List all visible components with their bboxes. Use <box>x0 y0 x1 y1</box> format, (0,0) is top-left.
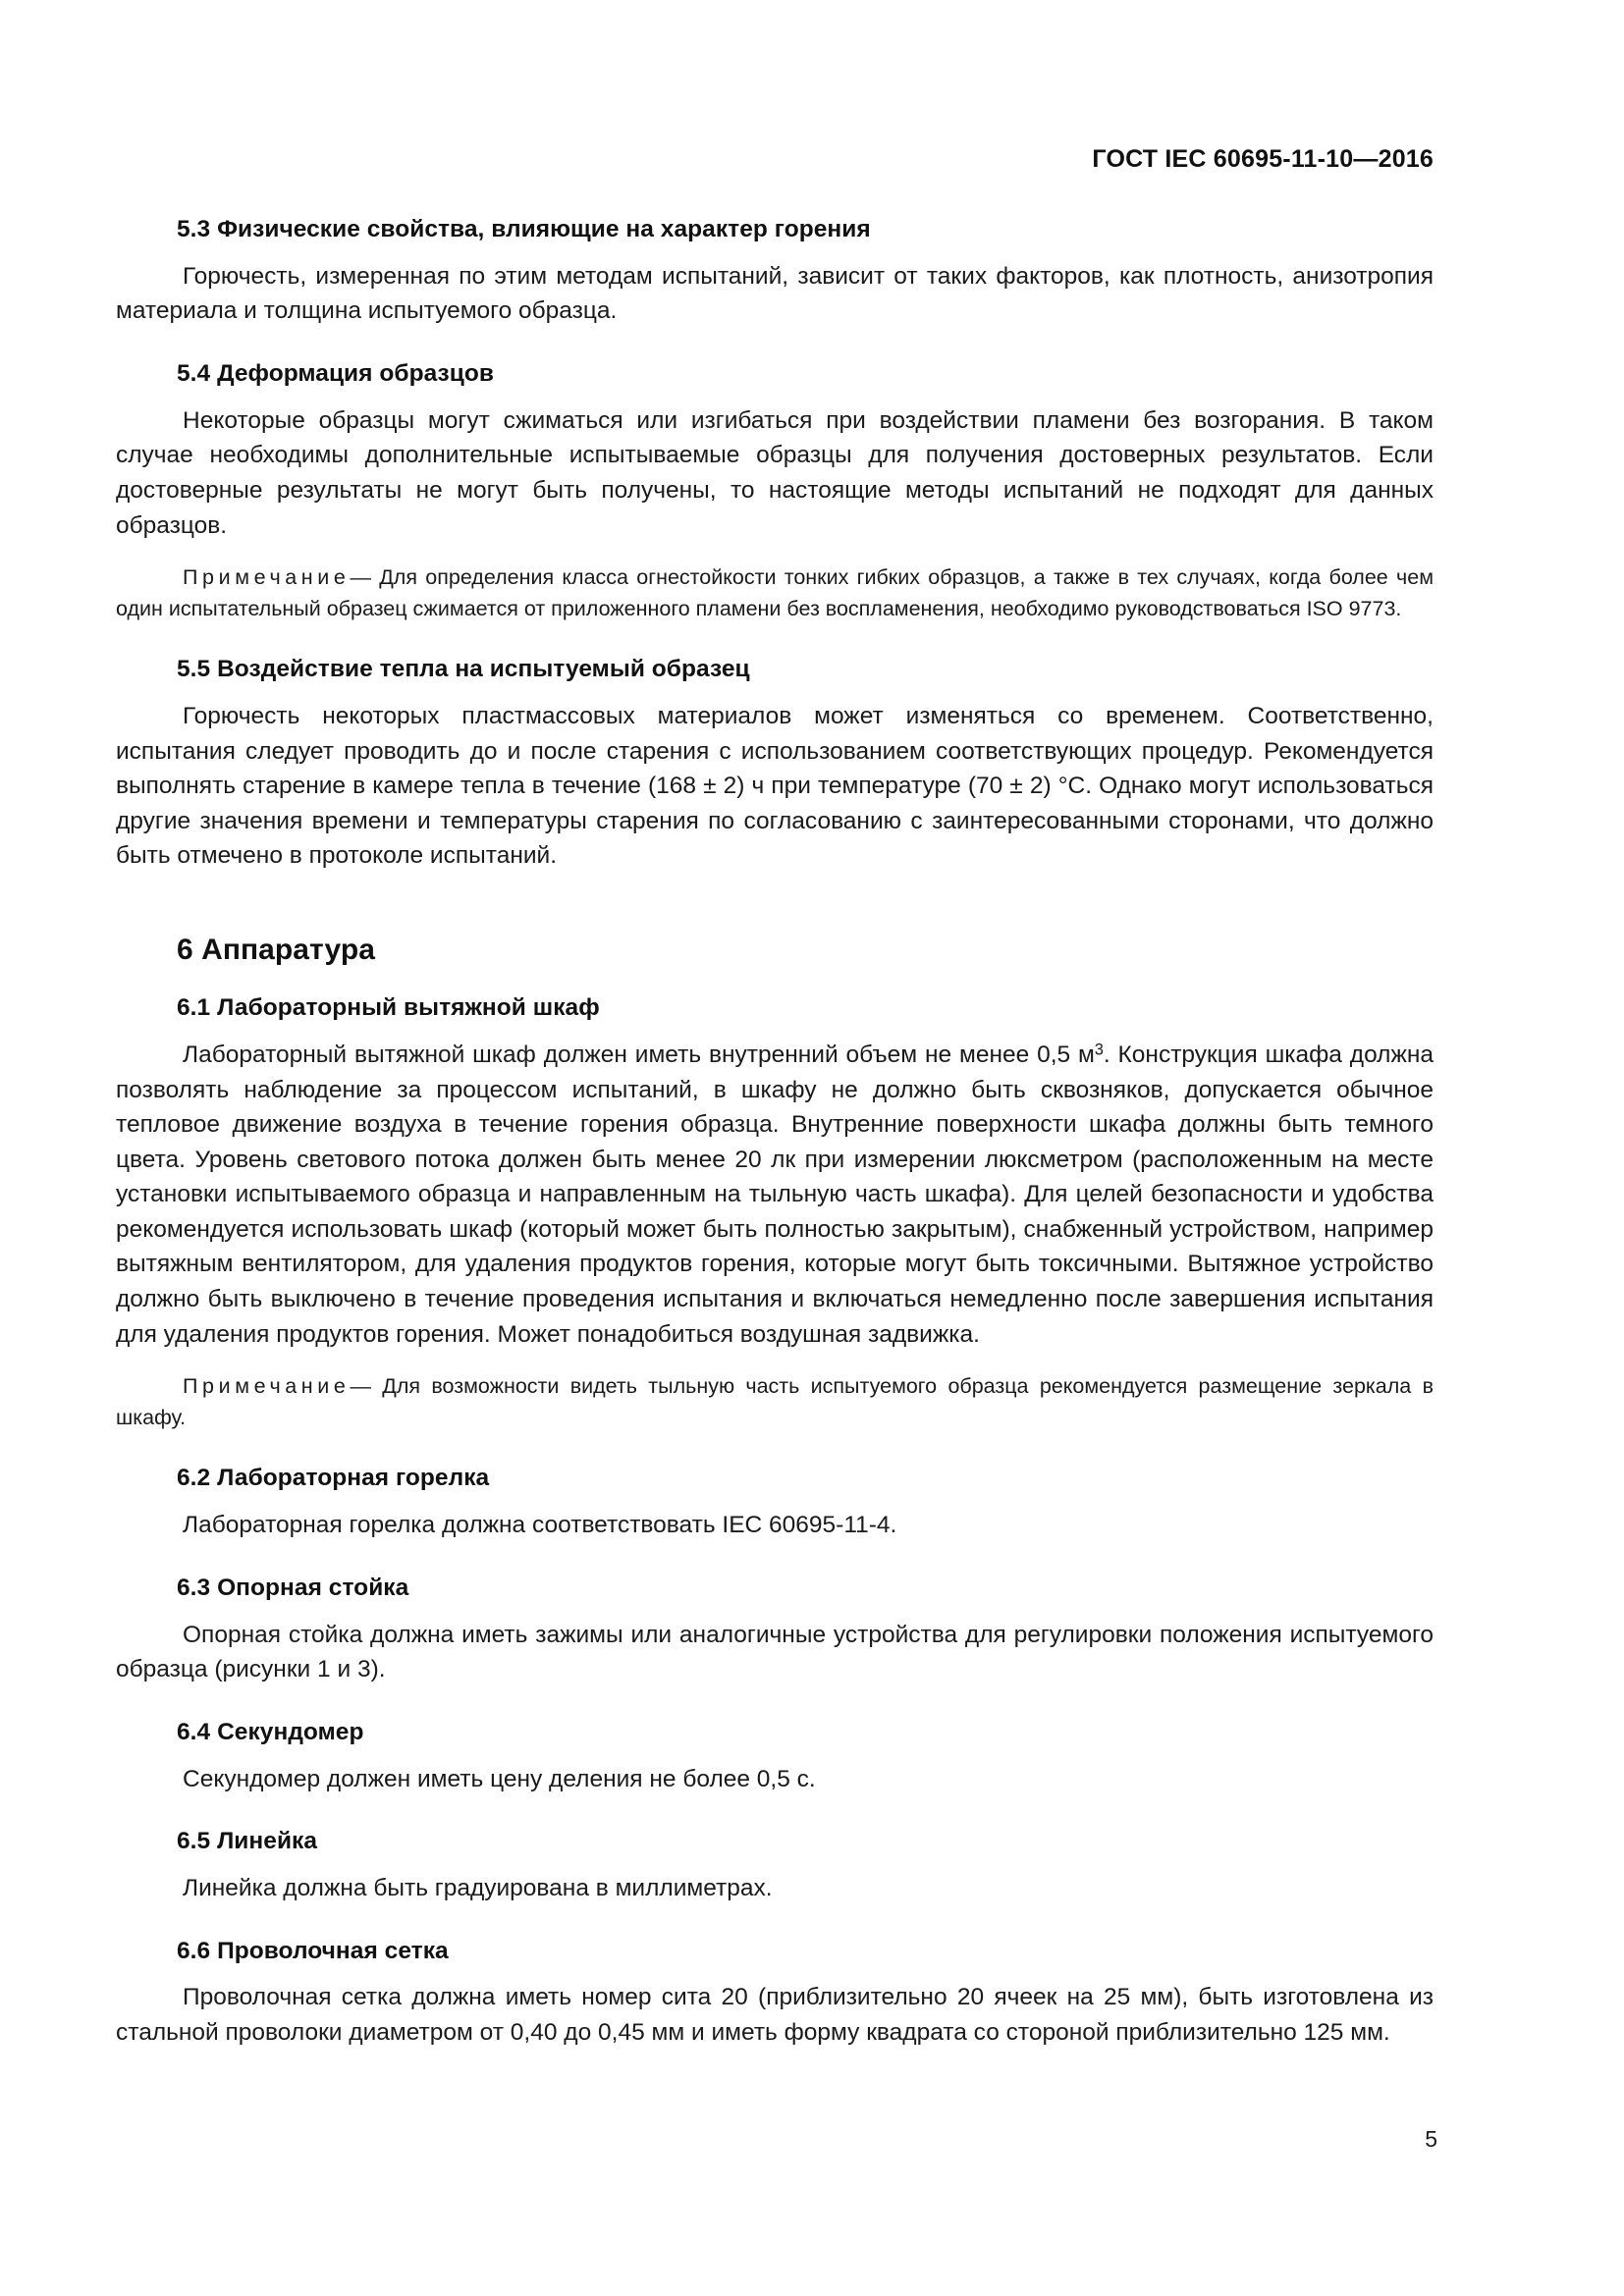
heading-6: 6 Аппаратура <box>177 934 375 967</box>
spacer <box>116 1796 1434 1826</box>
note-5-4 <box>116 562 1434 624</box>
paragraph-6-4: Секундомер должен иметь цену деления не более 0,5 с. <box>183 1765 816 1792</box>
note-text: Для возможности видеть тыльную часть испытуемого образца рекомендуется размещение зеркала в шкафу. <box>116 1374 1434 1429</box>
paragraph-6-3: Опорная стойка должна иметь зажимы или аналогичные устройства для регулировки положения испытуемого образца (рисунки 1 и 3). <box>116 1621 1434 1683</box>
page-number: 5 <box>1425 2126 1437 2152</box>
spacer <box>116 1433 1434 1463</box>
heading-5-5: 5.5 Воздействие тепла на испытуемый образец <box>177 656 750 683</box>
spacer <box>116 1966 1434 1980</box>
paragraph-6-6: Проволочная сетка должна иметь номер сита 20 (приблизительно 20 ячеек на 25 мм), быть изготовлена из стальной проволоки диаметром от 0,40 до 0,45 мм и иметь форму квадрата со стороной приблизительно 125 мм. <box>116 1984 1434 2047</box>
spacer <box>116 874 1434 931</box>
paragraph-6-1 <box>116 1038 1434 1352</box>
spacer <box>116 1687 1434 1717</box>
paragraph-5-3: Горючесть, измеренная по этим методам испытаний, зависит от таких факторов, как плотность, анизотропия материала и толщина испытуемого образца. <box>116 262 1434 325</box>
paragraph-6-1-part2: . Конструкция шкафа должна позволять наблюдение за процессом испытаний, в шкафу не должно быть сквозняков, допускается обычное тепловое движение воздуха в течение горения образца. Внутренние поверхности шкафа должны быть темного цвета. Уровень светового потока должен быть менее 20 лк при измерении люксметром (расположенным на месте установки испытываемого образца и направленным на тыльную часть шкафа). Для целей безопасности и удобства рекомендуется использовать шкаф (который может быть полностью закрытым), снабженный устройством, например вытяжным вентилятором, для удаления продуктов горения, которые могут быть токсичными. Вытяжное устройство должно быть выключено в течение проведения испытания и включаться немедленно после завершения испытания для удаления продуктов горения. Может понадобиться воздушная задвижка. <box>116 1041 1434 1348</box>
paragraph-6-2: Лабораторная горелка должна соответствовать IEC 60695-11-4. <box>183 1512 897 1539</box>
spacer <box>116 969 1434 992</box>
paragraph-5-4: Некоторые образцы могут сжиматься или изгибаться при воздействии пламени без возгорания. В таком случае необходимы дополнительные испытываемые образцы для получения достоверных результатов. Если достоверные результаты не могут быть получены, то настоящие методы испытаний не подходят для данных образцов. <box>116 406 1434 539</box>
spacer <box>116 1543 1434 1573</box>
spacer <box>116 329 1434 358</box>
heading-6-1: 6.1 Лабораторный вытяжной шкаф <box>177 994 600 1022</box>
running-header: ГОСТ IEC 60695-11-10—2016 <box>1092 145 1434 173</box>
heading-5-3: 5.3 Физические свойства, влияющие на характер горения <box>177 216 871 242</box>
spacer <box>116 1024 1434 1038</box>
note-text: Для определения класса огнестойкости тонких гибких образцов, а также в тех случаях, когда более чем один испытательный образец сжимается от приложенного пламени без воспламенения, необходимо руководствоваться ISO 9773. <box>116 565 1434 620</box>
spacer <box>116 390 1434 403</box>
note-6-1 <box>116 1371 1434 1433</box>
cubic-meter-superscript: 3 <box>1094 1041 1104 1059</box>
note-dash: — <box>350 1374 371 1399</box>
spacer <box>116 624 1434 654</box>
spacer <box>116 1494 1434 1508</box>
spacer <box>116 245 1434 259</box>
heading-6-5: 6.5 Линейка <box>177 1828 318 1855</box>
spacer <box>116 1906 1434 1936</box>
paragraph-6-5: Линейка должна быть градуирована в миллиметрах. <box>183 1875 773 1901</box>
heading-6-2: 6.2 Лабораторная горелка <box>177 1465 490 1492</box>
heading-6-4: 6.4 Секундомер <box>177 1718 364 1745</box>
spacer <box>116 685 1434 699</box>
paragraph-6-1-part1: Лабораторный вытяжной шкаф должен иметь внутренний объем не менее 0,5 м <box>183 1041 1095 1068</box>
page-content <box>116 214 1434 2051</box>
note-label: Примечание <box>183 1374 351 1399</box>
spacer <box>116 1604 1434 1618</box>
spacer <box>116 1857 1434 1871</box>
note-dash: — <box>350 565 371 590</box>
spacer <box>116 1352 1434 1371</box>
heading-6-6: 6.6 Проволочная сетка <box>177 1937 449 1964</box>
paragraph-5-5: Горючесть некоторых пластмассовых материалов может изменяться со временем. Соответственно, испытания следует проводить до и после старения с использованием соответствующих процедур. Рекомендуется выполнять старение в камере тепла в течение (168 ± 2) ч при температуре (70 ± 2) °C. Однако могут использоваться другие значения времени и температуры старения по согласованию с заинтересованными сторонами, что должно быть отмечено в протоколе испытаний. <box>116 703 1434 870</box>
heading-6-3: 6.3 Опорная стойка <box>177 1574 409 1601</box>
note-label: Примечание <box>183 565 351 590</box>
spacer <box>116 1748 1434 1762</box>
heading-5-4: 5.4 Деформация образцов <box>177 360 495 388</box>
spacer <box>116 543 1434 562</box>
